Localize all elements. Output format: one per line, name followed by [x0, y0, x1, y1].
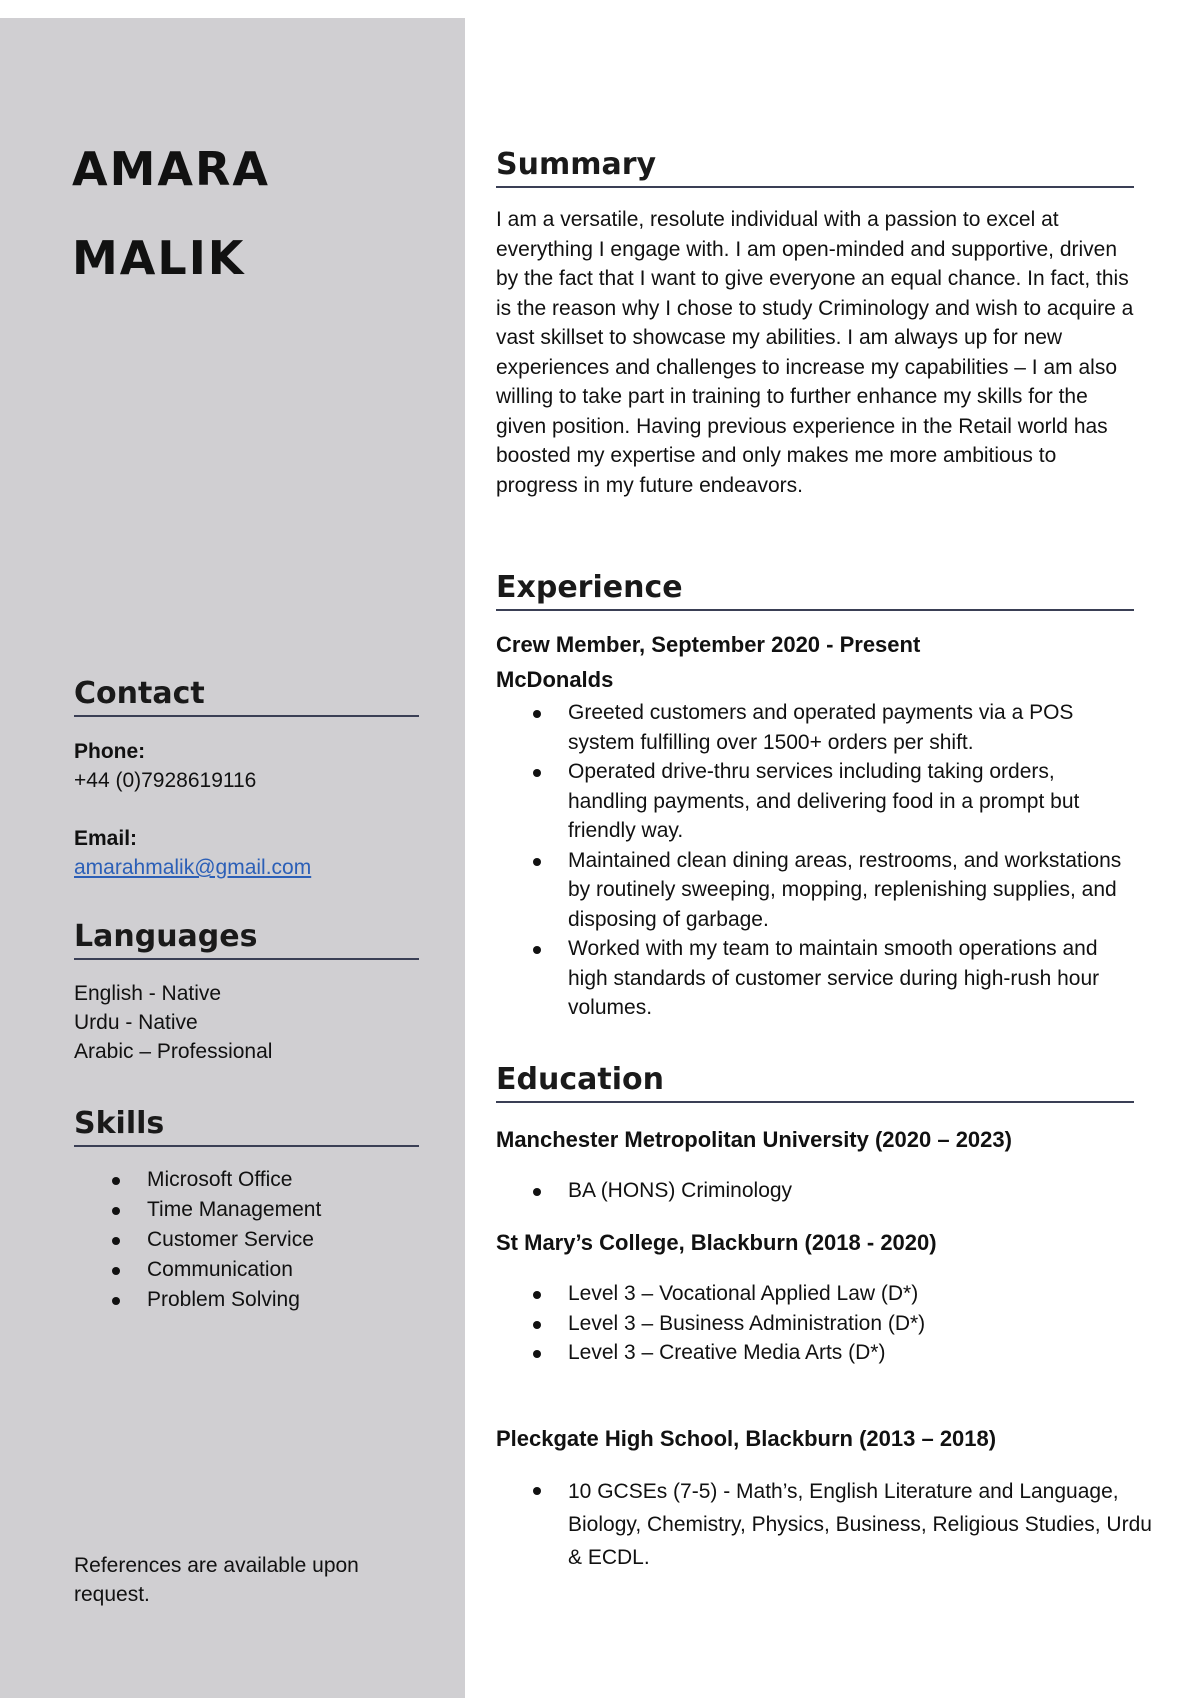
skill-item: Customer Service	[74, 1225, 419, 1255]
skill-item: Communication	[74, 1255, 419, 1285]
name-first: AMARA	[72, 142, 270, 196]
school-items	[496, 1279, 1146, 1368]
skill-item: Problem Solving	[74, 1285, 419, 1315]
language-item: Arabic – Professional	[74, 1040, 273, 1063]
education-heading: Education	[496, 1062, 1134, 1103]
phone-value: +44 (0)7928619116	[74, 769, 257, 792]
references-note: References are available upon request.	[74, 1554, 359, 1606]
contact-block	[74, 737, 311, 882]
email-label: Email:	[74, 827, 138, 850]
skills-list	[74, 1165, 419, 1315]
experience-bullet: Greeted customers and operated payments via a POS system fulfilling over 1500+ orders per shift.	[496, 698, 1136, 757]
experience-bullet: Worked with my team to maintain smooth operations and high standards of customer service during high-rush hour volumes.	[496, 934, 1136, 1023]
languages-list	[74, 979, 272, 1066]
language-item: English - Native	[74, 982, 222, 1005]
education-item: Level 3 – Creative Media Arts (D*)	[496, 1338, 1146, 1368]
skills-heading: Skills	[74, 1106, 419, 1147]
summary-heading: Summary	[496, 147, 1134, 188]
education-item: Level 3 – Business Administration (D*)	[496, 1309, 1146, 1339]
school-items	[496, 1176, 1146, 1206]
experience-role: Crew Member, September 2020 - Present	[496, 632, 921, 657]
skill-item: Microsoft Office	[74, 1165, 419, 1195]
school-name: Pleckgate High School, Blackburn (2013 – 2018)	[496, 1426, 997, 1451]
experience-company: McDonalds	[496, 667, 614, 692]
experience-heading: Experience	[496, 570, 1134, 611]
experience-bullets	[496, 698, 1136, 1023]
summary-text: I am a versatile, resolute individual with a passion to excel at everything I engage with. I am open-minded and supportive, driven by the fact that I want to give everyone an equal chance. In fact, this is the reason why I chose to study Criminology and wish to acquire a vast skillset to showcase my abilities. I am always up for new experiences and challenges to increase my capabilities – I am also willing to take part in training to further enhance my skills for the given position. Having previous experience in the Retail world has boosted my expertise and only makes me more ambitious to progress in my future endeavors.	[496, 208, 1134, 497]
school-items	[496, 1475, 1156, 1574]
education-item: 10 GCSEs (7-5) - Math’s, English Literature and Language, Biology, Chemistry, Physics, Business, Religious Studies, Urdu & ECDL.	[496, 1475, 1156, 1574]
contact-heading: Contact	[74, 676, 419, 717]
skill-item: Time Management	[74, 1195, 419, 1225]
school-name: St Mary’s College, Blackburn (2018 - 2020)	[496, 1230, 937, 1255]
education-item: Level 3 – Vocational Applied Law (D*)	[496, 1279, 1146, 1309]
phone-label: Phone:	[74, 740, 146, 763]
name-last: MALIK	[72, 231, 246, 285]
education-item: BA (HONS) Criminology	[496, 1176, 1146, 1206]
languages-heading: Languages	[74, 919, 419, 960]
language-item: Urdu - Native	[74, 1011, 198, 1034]
experience-bullet: Operated drive-thru services including taking orders, handling payments, and delivering food in a prompt but friendly way.	[496, 757, 1136, 846]
school-name: Manchester Metropolitan University (2020 – 2023)	[496, 1127, 1012, 1152]
email-link[interactable]: amarahmalik@gmail.com	[74, 856, 312, 879]
experience-bullet: Maintained clean dining areas, restrooms, and workstations by routinely sweeping, mopping, replenishing supplies, and disposing of garbage.	[496, 846, 1136, 935]
